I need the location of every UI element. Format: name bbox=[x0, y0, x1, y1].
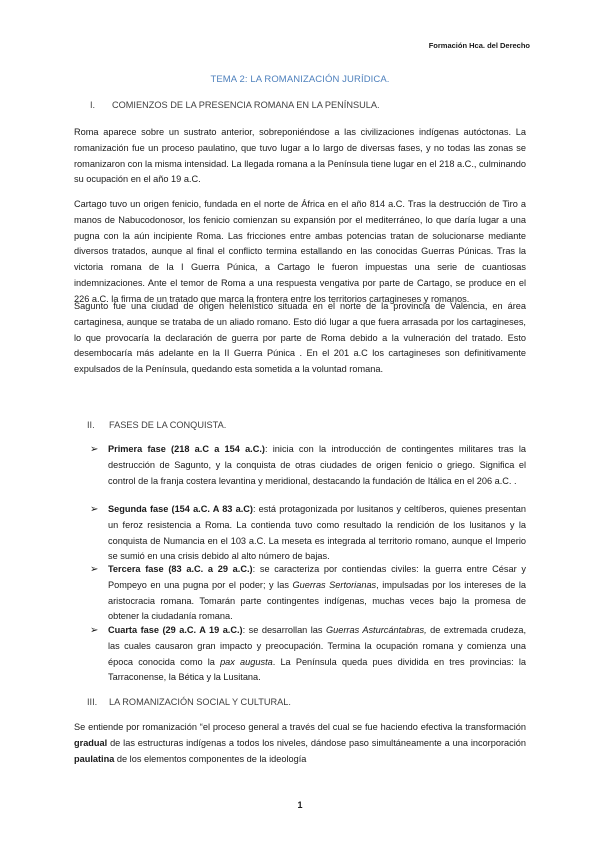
phase-text: : inicia con la introducción de contingentes militares tras la destrucción de Sagunto, y la conquista de otras ciudades de origen fenicio o griego. Significa el control de la franja costera levantina y meridional, destacando la fundación de Itálica en el 206 a.C. . bbox=[108, 444, 526, 486]
section-heading-1 bbox=[90, 100, 380, 110]
arrow-bullet-icon: ➢ bbox=[90, 564, 99, 575]
section-title: LA ROMANIZACIÓN SOCIAL Y CULTURAL. bbox=[109, 697, 291, 707]
phase-item bbox=[90, 562, 526, 625]
phase-text: , impulsadas por los intereses de la aristocracia romana. Tomarán parte contingentes indígenas, muchas veces bajo la promesa de obtener la ciudadanía romana. bbox=[108, 579, 526, 622]
arrow-bullet-icon: ➢ bbox=[90, 625, 99, 636]
phase-label: Cuarta fase (29 a.C. A 19 a.C.) bbox=[108, 625, 243, 635]
page-number: 1 bbox=[297, 800, 303, 810]
emphasis-text: gradual bbox=[74, 737, 108, 748]
section-number: I. bbox=[90, 100, 96, 110]
phase-item bbox=[90, 502, 526, 565]
emphasis-text: paulatina bbox=[74, 753, 115, 764]
phase-label: Tercera fase (83 a.C. a 29 a.C.) bbox=[108, 564, 253, 574]
arrow-bullet-icon: ➢ bbox=[90, 444, 99, 455]
paragraph-sagunto: Sagunto fue una ciudad de origen helenístico situada en el norte de la provincia de Valencia, en área cartaginesa, aunque se trataba de un aliado romano. Esto dió lugar a que fuera arrasada por los cartagineses, lo que provocaría la declaración de guerra por parte de Roma debido a la vulneración del tratado. Esto desembocaría más adelante en la II Guerra Púnica . En el 201 a.C los cartagineses son definitivamente expulsados de la Península, quedando esta sometida a la voluntad romana. bbox=[74, 301, 526, 375]
section-heading-3 bbox=[87, 697, 291, 707]
paragraph-text: Se entiende por romanización “el proceso general a través del cual se fue haciendo efectiva la transformación bbox=[74, 722, 526, 732]
phase-italic: pax augusta bbox=[220, 656, 273, 667]
paragraph-roma: Roma aparece sobre un sustrato anterior, sobreponiéndose a las civilizaciones indígenas autóctonas. La romanización fue un proceso paulatino, que tuvo lugar a lo largo de diversas fases, y no todas las zonas se romanizaron con la misma intensidad. La llegada romana a la Península tiene lugar en el 218 a.C., culminando su ocupación en el año 19 a.C. bbox=[74, 127, 526, 185]
phase-item bbox=[90, 442, 526, 489]
section-number: II. bbox=[87, 420, 95, 430]
phase-label: Primera fase (218 a.C a 154 a.C.) bbox=[108, 444, 265, 454]
phase-label: Segunda fase (154 a.C. A 83 a.C) bbox=[108, 504, 253, 514]
phase-text: : está protagonizada por lusitanos y celtíberos, quienes presentan un feroz resistencia a Roma. La contienda tuvo como resultado la rendición de los lusitanos y la conquista de Numancia en el 103 a.C. La meseta es integrada al territorio romano, aunque el Imperio se sumió en una crisis debido al alto número de bajas. bbox=[108, 504, 526, 562]
paragraph-text: de las estructuras indígenas a todos los niveles, dándose paso simultáneamente a una incorporación bbox=[107, 737, 526, 748]
section-title: COMIENZOS DE LA PRESENCIA ROMANA EN LA PENÍNSULA. bbox=[112, 100, 380, 110]
section-number: III. bbox=[87, 697, 98, 707]
paragraph-cartago: Cartago tuvo un origen fenicio, fundada en el norte de África en el año 814 a.C. Tras la destrucción de Tiro a manos de Nabucodonosor, los fenicio comienzan su expansión por el mediterráneo, lo que daría lugar a una pugna con la aún incipiente Roma. Las fricciones entre ambas potencias tratan de solucionarse mediante diversos tratados, aunque al final el conflicto termina estallando en las conocidas Guerras Púnicas. Tras la victoria romana de la I Guerra Púnica, a Cartago le fueron impuestas una serie de cuantiosas indemnizaciones. Ante el temor de Roma a una respuesta vengativa por parte de Cartago, se produce en el 226 a.C. la firma de un tratado que marca la frontera entre los territorios cartagineses y romanos. bbox=[74, 199, 526, 304]
phase-text: . La Península queda pues dividida en tres provincias: la Tarraconense, la Bética y la Lusitana. bbox=[108, 656, 527, 683]
phase-text: de extremada crudeza, las cuales causaron gran impacto y preocupación. Termina la ocupación romana y comienza una época conocida como la bbox=[108, 625, 527, 667]
arrow-bullet-icon: ➢ bbox=[90, 504, 99, 515]
phase-text: : se caracteriza por contiendas civiles: la guerra entre César y Pompeyo en una pugna por el poder; y las bbox=[108, 564, 526, 590]
phase-italic: Guerras Sertorianas bbox=[292, 579, 377, 590]
section-heading-2 bbox=[87, 420, 226, 430]
paragraph-text: de los elementos componentes de la ideología bbox=[114, 753, 307, 764]
page-title: TEMA 2: LA ROMANIZACIÓN JURÍDICA. bbox=[210, 74, 390, 85]
phase-text: : se desarrollan las bbox=[242, 625, 326, 635]
document-header: Formación Hca. del Derecho bbox=[428, 41, 530, 50]
section-title: FASES DE LA CONQUISTA. bbox=[109, 420, 227, 430]
paragraph-romanizacion bbox=[74, 720, 526, 767]
phase-italic: Guerras Asturcántabras, bbox=[326, 625, 427, 635]
phase-item bbox=[90, 623, 527, 686]
